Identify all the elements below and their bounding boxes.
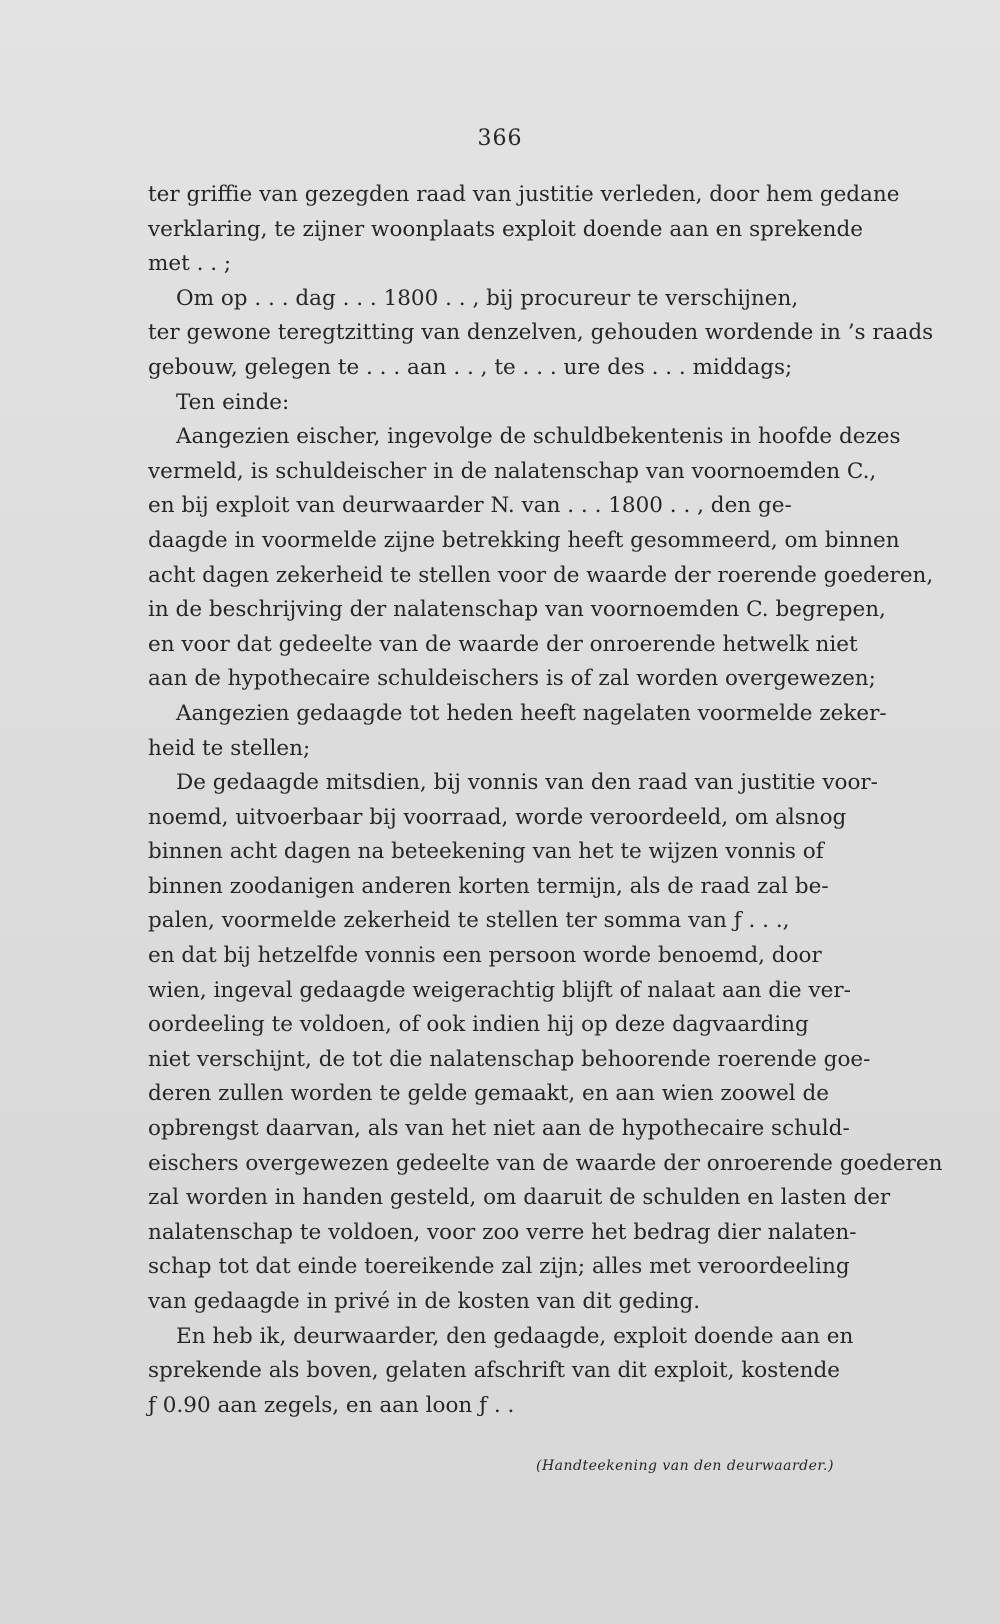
text-line: Ten einde: — [176, 389, 290, 415]
text-line: met . . ; — [148, 251, 232, 277]
text-line: vermeld, is schuldeischer in de nalatenschap van voornoemden C., — [148, 458, 877, 484]
text-line: palen, voormelde zekerheid te stellen ter somma van ƒ . . ., — [148, 908, 790, 934]
text-line: wien, ingeval gedaagde weigerachtig blijft of nalaat aan die ver- — [148, 977, 851, 1003]
text-line: acht dagen zekerheid te stellen voor de waarde der roerende goederen, — [148, 562, 934, 588]
text-line: Aangezien eischer, ingevolge de schuldbekentenis in hoofde dezes — [176, 424, 901, 450]
text-line: binnen acht dagen na beteekening van het te wijzen vonnis of — [148, 839, 824, 865]
text-line: nalatenschap te voldoen, voor zoo verre het bedrag dier nalaten- — [148, 1219, 857, 1245]
text-line: binnen zoodanigen anderen korten termijn, als de raad zal be- — [148, 873, 829, 899]
text-line: ter griffie van gezegden raad van justitie verleden, door hem gedane — [148, 182, 900, 207]
text-line: niet verschijnt, de tot die nalatenschap behoorende roerende goe- — [148, 1046, 871, 1072]
text-line: zal worden in handen gesteld, om daaruit de schulden en lasten der — [148, 1185, 891, 1211]
text-line: en bij exploit van deurwaarder N. van . . . 1800 . . , den ge- — [148, 493, 792, 519]
text-line: daagde in voormelde zijne betrekking heeft gesommeerd, om binnen — [148, 527, 900, 553]
text-line: aan de hypothecaire schuldeischers is of zal worden overgewezen; — [148, 666, 876, 692]
text-line: Om op . . . dag . . . 1800 . . , bij procureur te verschijnen, — [176, 285, 799, 311]
text-line: en voor dat gedeelte van de waarde der onroerende hetwelk niet — [148, 631, 858, 657]
text-line: verklaring, te zijner woonplaats exploit doende aan en sprekende — [148, 216, 863, 242]
text-line: van gedaagde in privé in de kosten van dit geding. — [148, 1289, 701, 1314]
text-line: deren zullen worden te gelde gemaakt, en aan wien zoowel de — [148, 1081, 829, 1107]
text-line: De gedaagde mitsdien, bij vonnis van den raad van justitie voor- — [176, 770, 878, 796]
text-line: en dat bij hetzelfde vonnis een persoon worde benoemd, door — [148, 943, 822, 969]
paragraph — [148, 178, 916, 282]
text-line: noemd, uitvoerbaar bij voorraad, worde veroordeeld, om alsnog — [148, 804, 847, 830]
text-line: in de beschrijving der nalatenschap van voornoemden C. begrepen, — [148, 597, 886, 623]
text-line: schap tot dat einde toereikende zal zijn; alles met veroordeeling — [148, 1254, 850, 1280]
text-line: En heb ik, deurwaarder, den gedaagde, exploit doende aan en — [176, 1323, 854, 1349]
text-line: eischers overgewezen gedeelte van de waarde der onroerende goederen — [148, 1150, 943, 1176]
text-line: ƒ 0.90 aan zegels, en aan loon ƒ . . — [148, 1392, 515, 1418]
paragraph — [148, 420, 934, 697]
paragraph — [148, 697, 916, 766]
text-line: gebouw, gelegen te . . . aan . . , te . . . ure des . . . middags; — [148, 354, 793, 380]
text-line: ter gewone teregtzitting van denzelven, gehouden wordende in ’s raads — [148, 320, 934, 346]
text-line: opbrengst daarvan, als van het niet aan de hypothecaire schuld- — [148, 1116, 850, 1142]
text-line: Aangezien gedaagde tot heden heeft nagelaten voormelde zeker- — [176, 700, 887, 726]
page-number: 366 — [477, 126, 523, 151]
signature-note: (Handteekening van den deurwaarder.) — [536, 1458, 834, 1474]
paragraph — [148, 1320, 916, 1424]
paragraph — [148, 386, 916, 421]
text-line: heid te stellen; — [148, 735, 311, 761]
body-text — [148, 178, 943, 1423]
paragraph — [148, 766, 943, 1320]
text-line: sprekende als boven, gelaten afschrift van dit exploit, kostende — [148, 1358, 840, 1384]
text-line: oordeeling te voldoen, of ook indien hij op deze dagvaarding — [148, 1012, 809, 1038]
paragraph — [148, 282, 934, 386]
